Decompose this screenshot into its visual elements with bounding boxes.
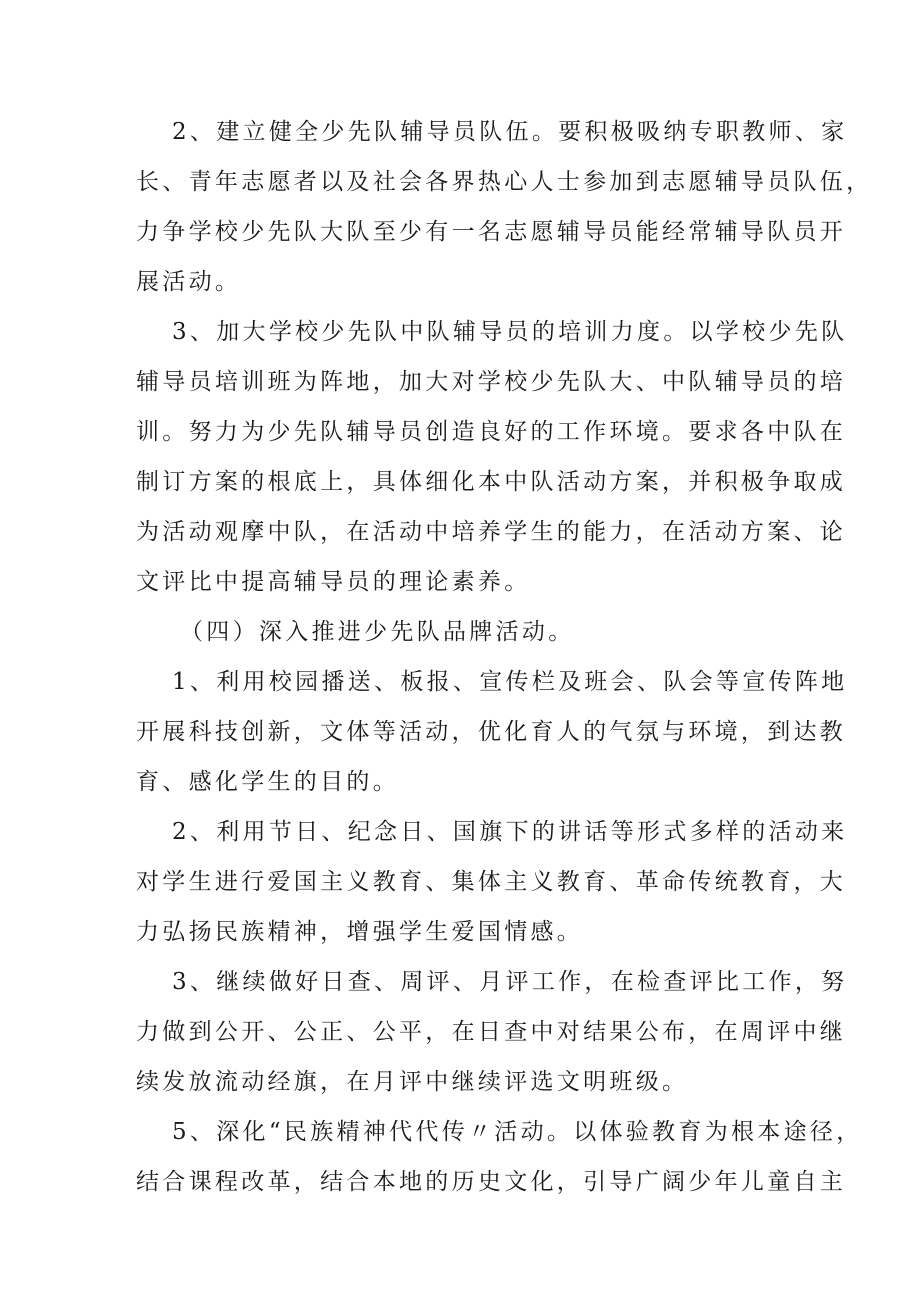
text-line: 辅导员培训班为阵地，加大对学校少先队大、中队辅导员的培 [136,369,847,395]
text-line: 5、深化“民族精神代代传〃活动。以体验教育为根本途径， [172,1119,863,1145]
text-line: 制订方案的根底上，具体细化本中队活动方案，并积极争取成 [136,469,847,495]
text-line: 力弘扬民族精神，增强学生爱国情感。 [136,919,584,945]
text-line: 对学生进行爱国主义教育、集体主义教育、革命传统教育，大 [136,869,847,895]
text-line: 长、青年志愿者以及社会各界热心人士参加到志愿辅导员队伍， [136,169,873,195]
text-line: 结合课程改革，结合本地的历史文化，引导广阔少年儿童自主 [136,1169,847,1195]
text-line: 文评比中提高辅导员的理论素养。 [136,569,531,595]
text-line: 开展科技创新，文体等活动，优化育人的气氛与环境，到达教 [136,719,847,745]
text-line: 展活动。 [136,269,242,295]
text-line: 力争学校少先队大队至少有一名志愿辅导员能经常辅导队员开 [136,219,847,245]
text-line: 2、建立健全少先队辅导员队伍。要积极吸纳专职教师、家 [172,119,848,145]
text-line: 为活动观摩中队，在活动中培养学生的能力，在活动方案、论 [136,519,847,545]
text-line: 育、感化学生的目的。 [136,769,399,795]
text-line: 1、利用校园播送、板报、宣传栏及班会、队会等宣传阵地 [172,669,848,695]
text-line: 3、继续做好日查、周评、月评工作，在检查评比工作，努 [172,969,848,995]
text-line: 3、加大学校少先队中队辅导员的培训力度。以学校少先队 [172,319,848,345]
text-line: 训。努力为少先队辅导员创造良好的工作环境。要求各中队在 [136,419,847,445]
text-line: 2、利用节日、纪念日、国旗下的讲话等形式多样的活动来 [172,819,848,845]
section-heading: （四）深入推进少先队品牌活动。 [180,619,575,645]
text-line: 力做到公开、公正、公平，在日查中对结果公布，在周评中继 [136,1019,847,1045]
text-line: 续发放流动经旗，在月评中继续评选文明班级。 [136,1069,689,1095]
